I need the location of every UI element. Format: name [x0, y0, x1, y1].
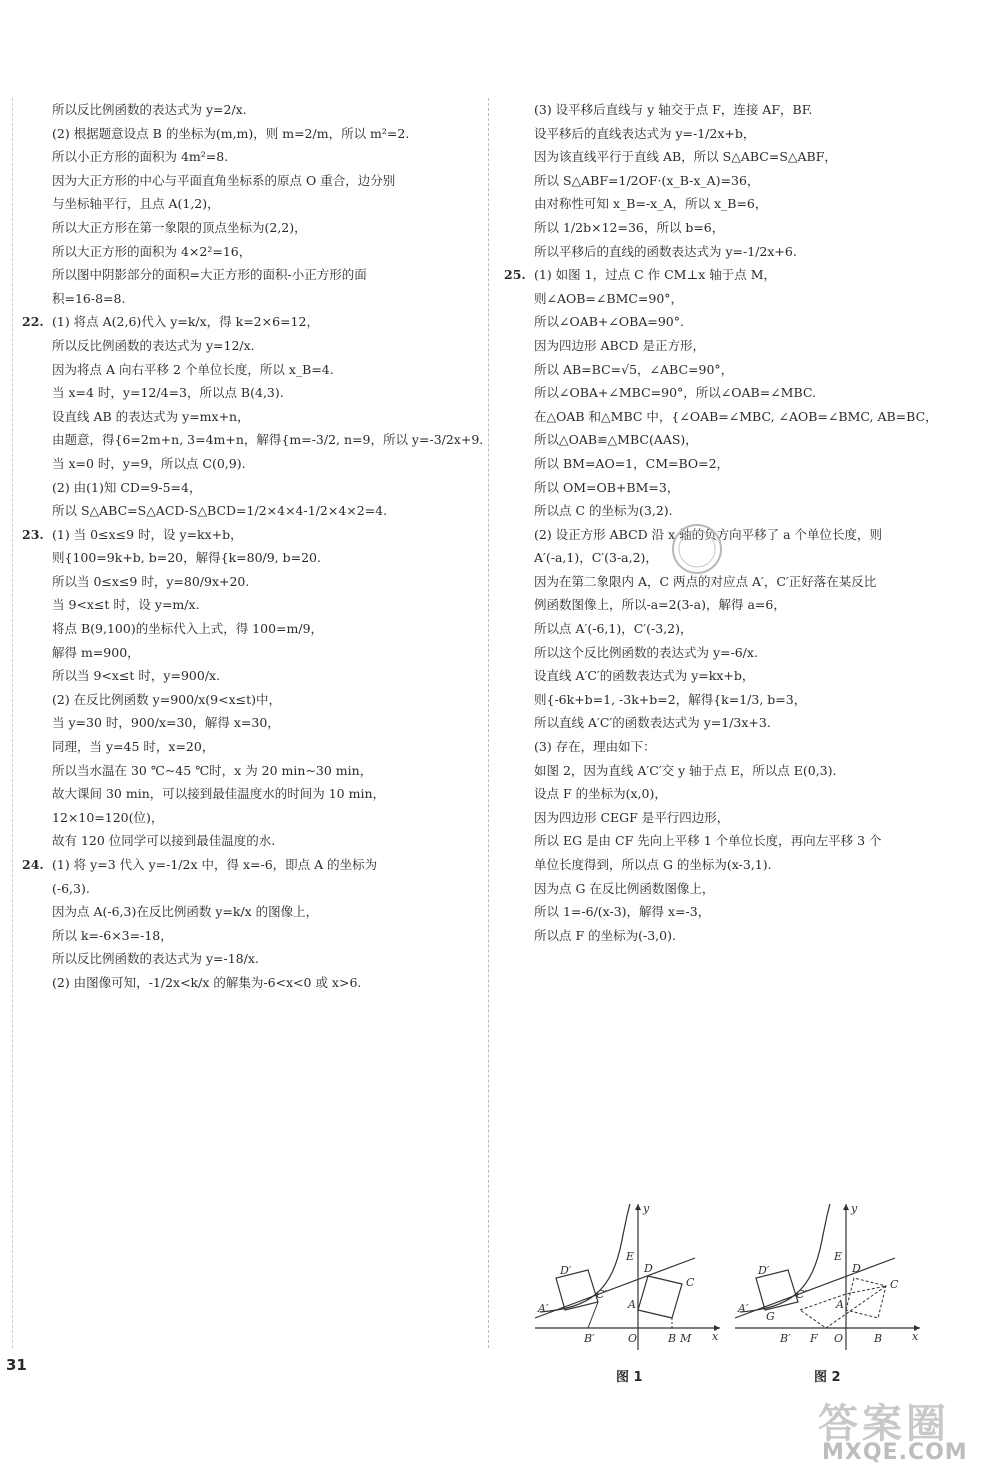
line-text: 所以平移后的直线的函数表达式为 y=-1/2x+6. — [534, 243, 797, 259]
right_column-line — [504, 98, 974, 122]
left_column-line — [22, 310, 482, 334]
left_column-line — [22, 334, 482, 358]
line-text: 设点 F 的坐标为(x,0)， — [534, 786, 667, 802]
left_column-line — [22, 523, 482, 547]
seal-stamp — [668, 520, 726, 578]
line-text: 例函数图像上，所以-a=2(3-a)，解得 a=6， — [534, 597, 786, 613]
figure-2 — [735, 1202, 920, 1350]
svg-text:C: C — [686, 1276, 695, 1289]
svg-text:C′: C′ — [596, 1288, 607, 1301]
right_column-line — [504, 263, 974, 287]
left_column-line — [22, 169, 482, 193]
svg-text:D′: D′ — [758, 1264, 770, 1277]
line-text: 由题意，得{6=2m+n, 3=4m+n，解得{m=-3/2, n=9，所以 y=-3/2x+9. — [52, 432, 484, 448]
right_column-line — [504, 476, 974, 500]
line-text: (3) 设平移后直线与 y 轴交于点 F，连接 AF，BF. — [534, 102, 813, 117]
line-text: 所以 BM=AO=1，CM=BO=2， — [534, 455, 730, 471]
question-number: 23. — [22, 526, 44, 542]
svg-text:A: A — [836, 1298, 844, 1311]
left_column-line — [22, 570, 482, 594]
line-text: 同理，当 y=45 时，x=20， — [52, 739, 215, 755]
line-text: (1) 将 y=3 代入 y=-1/2x 中，得 x=-6，即点 A 的坐标为 — [52, 857, 378, 872]
line-text: 在△OAB 和△MBC 中，{∠OAB=∠MBC, ∠AOB=∠BMC, AB=BC， — [534, 408, 938, 424]
svg-text:A′: A′ — [738, 1302, 749, 1315]
right_column-line — [504, 829, 974, 853]
line-text: 当 x=0 时，y=9，所以点 C(0,9). — [52, 455, 246, 471]
watermark-logo: 答案圈 — [818, 1401, 950, 1447]
right_column-line — [504, 145, 974, 169]
line-text: (3) 存在，理由如下： — [534, 739, 656, 755]
right_column-line — [504, 759, 974, 783]
right_column-line — [504, 169, 974, 193]
line-text: 将点 B(9,100)的坐标代入上式，得 100=m/9， — [52, 621, 324, 637]
svg-text:A′: A′ — [538, 1302, 549, 1315]
line-text: 则{-6k+b=1, -3k+b=2，解得{k=1/3, b=3， — [534, 691, 807, 707]
left_column-line — [22, 98, 482, 122]
right-column — [504, 98, 974, 947]
line-text: 设直线 AB 的表达式为 y=mx+n， — [52, 408, 250, 424]
svg-text:B′: B′ — [584, 1332, 595, 1345]
line-text: 所以当 9<x≤t 时，y=900/x. — [52, 668, 221, 684]
figure-2-caption: 图 2 — [814, 1370, 841, 1385]
right_column-line — [504, 310, 974, 334]
figure-1-caption: 图 1 — [616, 1370, 643, 1385]
left_column-line — [22, 476, 482, 500]
watermark-url: MXQE.COM — [822, 1440, 968, 1465]
line-text: 所以反比例函数的表达式为 y=-18/x. — [52, 951, 259, 967]
line-text: (2) 由图像可知，-1/2x<k/x 的解集为-6<x<0 或 x>6. — [52, 974, 362, 990]
left_column-line — [22, 853, 482, 877]
line-text: 由对称性可知 x_B=-x_A，所以 x_B=6， — [534, 196, 768, 212]
line-text: (2) 由(1)知 CD=9-5=4， — [52, 479, 202, 495]
line-text: 12×10=120(位)， — [52, 809, 164, 825]
line-text: 所以当水温在 30 ℃~45 ℃时，x 为 20 min~30 min， — [52, 762, 373, 778]
svg-text:B: B — [874, 1332, 883, 1345]
line-text: 与坐标轴平行，且点 A(1,2)， — [52, 196, 220, 212]
line-text: (1) 将点 A(2,6)代入 y=k/x，得 k=2×6=12， — [52, 314, 319, 330]
line-text: 所以 S△ABF=1/2OF·(x_B-x_A)=36， — [534, 172, 760, 188]
svg-text:G: G — [766, 1310, 775, 1323]
line-text: 所以 AB=BC=√5，∠ABC=90°， — [534, 361, 734, 377]
line-text: 因为四边形 CEGF 是平行四边形， — [534, 809, 730, 825]
left-column — [22, 98, 482, 995]
right_column-line — [504, 452, 974, 476]
svg-text:M: M — [680, 1332, 692, 1345]
right_column-line — [504, 570, 974, 594]
svg-text:D: D — [644, 1262, 653, 1275]
left_column-line — [22, 358, 482, 382]
figure-1 — [535, 1202, 720, 1350]
line-text: 所以当 0≤x≤9 时，y=80/9x+20. — [52, 573, 250, 589]
line-text: 因为大正方形的中心与平面直角坐标系的原点 O 重合，边分别 — [52, 172, 396, 188]
line-text: 所以反比例函数的表达式为 y=2/x. — [52, 102, 247, 117]
right_column-line — [504, 806, 974, 830]
right_column-line — [504, 735, 974, 759]
line-text: 所以 1=-6/(x-3)，解得 x=-3， — [534, 904, 711, 920]
left_column-line — [22, 711, 482, 735]
left_column-line — [22, 924, 482, 948]
line-text: (2) 根据题意设点 B 的坐标为(m,m)，则 m=2/m，所以 m²=2. — [52, 125, 410, 141]
left_column-line — [22, 829, 482, 853]
right_column-line — [504, 216, 974, 240]
right_column-line — [504, 405, 974, 429]
right_column-line — [504, 782, 974, 806]
left_column-line — [22, 593, 482, 617]
line-text: 因为四边形 ABCD 是正方形， — [534, 337, 705, 353]
line-text: (1) 当 0≤x≤9 时，设 y=kx+b， — [52, 526, 243, 542]
right_column-line — [504, 924, 974, 948]
line-text: 当 x=4 时，y=12/4=3，所以点 B(4,3). — [52, 385, 284, 401]
svg-text:C: C — [890, 1278, 899, 1291]
line-text: 因为在第二象限内 A，C 两点的对应点 A′，C′正好落在某反比 — [534, 573, 877, 589]
left_column-line — [22, 452, 482, 476]
left-margin-rule — [12, 98, 13, 1348]
svg-text:y: y — [851, 1202, 858, 1215]
page-number: 31 — [6, 1356, 27, 1374]
right_column-line — [504, 287, 974, 311]
question-number: 25. — [504, 267, 526, 283]
right_column-line — [504, 593, 974, 617]
right_column-line — [504, 523, 974, 547]
left_column-line — [22, 688, 482, 712]
left_column-line — [22, 617, 482, 641]
line-text: 单位长度得到，所以点 G 的坐标为(x-3,1). — [534, 857, 772, 872]
line-text: 所以 OM=OB+BM=3， — [534, 479, 680, 495]
line-text: 则{100=9k+b, b=20，解得{k=80/9, b=20. — [52, 550, 321, 566]
line-text: 当 9<x≤t 时，设 y=m/x. — [52, 597, 200, 613]
fig1-label-d-prime: D′ — [560, 1264, 572, 1277]
line-text: 所以点 C 的坐标为(3,2). — [534, 503, 673, 519]
figures-area — [530, 1200, 1000, 1360]
line-text: 解得 m=900， — [52, 644, 140, 660]
left_column-line — [22, 192, 482, 216]
right_column-line — [504, 499, 974, 523]
line-text: 所以直线 A′C′的函数表达式为 y=1/3x+3. — [534, 715, 771, 731]
right_column-line — [504, 641, 974, 665]
line-text: 因为将点 A 向右平移 2 个单位长度，所以 x_B=4. — [52, 361, 334, 377]
line-text: 故大课间 30 min，可以接到最佳温度水的时间为 10 min， — [52, 786, 386, 802]
svg-text:C′: C′ — [796, 1288, 807, 1301]
left_column-line — [22, 381, 482, 405]
left_column-line — [22, 263, 482, 287]
right_column-line — [504, 877, 974, 901]
line-text: 则∠AOB=∠BMC=90°， — [534, 290, 684, 306]
line-text: 所以 S△ABC=S△ACD-S△BCD=1/2×4×4-1/2×4×2=4. — [52, 503, 388, 519]
left_column-line — [22, 240, 482, 264]
left_column-line — [22, 641, 482, 665]
left_column-line — [22, 405, 482, 429]
right_column-line — [504, 122, 974, 146]
left_column-line — [22, 546, 482, 570]
left_column-line — [22, 145, 482, 169]
line-text: 所以大正方形的面积为 4×2²=16， — [52, 243, 252, 259]
line-text: A′(-a,1)，C′(3-a,2)， — [534, 550, 658, 566]
right_column-line — [504, 546, 974, 570]
line-text: 所以这个反比例函数的表达式为 y=-6/x. — [534, 644, 758, 660]
svg-text:E: E — [834, 1250, 843, 1263]
line-text: 所以 1/2b×12=36，所以 b=6， — [534, 219, 725, 235]
svg-text:D: D — [852, 1262, 861, 1275]
svg-text:F: F — [810, 1332, 818, 1345]
svg-text:y: y — [643, 1202, 650, 1215]
right_column-line — [504, 688, 974, 712]
line-text: (1) 如图 1，过点 C 作 CM⊥x 轴于点 M， — [534, 267, 777, 283]
line-text: 所以大正方形在第一象限的顶点坐标为(2,2)， — [52, 219, 307, 235]
left_column-line — [22, 759, 482, 783]
right_column-line — [504, 617, 974, 641]
right_column-line — [504, 900, 974, 924]
left_column-line — [22, 971, 482, 995]
line-text: 所以点 A′(-6,1)，C′(-3,2)， — [534, 621, 693, 637]
line-text: (2) 在反比例函数 y=900/x(9<x≤t)中， — [52, 691, 282, 707]
line-text: 设直线 A′C′的函数表达式为 y=kx+b， — [534, 668, 755, 684]
svg-text:B′: B′ — [780, 1332, 791, 1345]
right_column-line — [504, 358, 974, 382]
left_column-line — [22, 664, 482, 688]
svg-text:x: x — [712, 1330, 719, 1343]
left_column-line — [22, 900, 482, 924]
svg-text:O: O — [834, 1332, 844, 1345]
svg-text:O: O — [628, 1332, 638, 1345]
right_column-line — [504, 853, 974, 877]
left_column-line — [22, 287, 482, 311]
line-text: 设平移后的直线表达式为 y=-1/2x+b， — [534, 125, 756, 141]
line-text: 所以 EG 是由 CF 先向上平移 1 个单位长度，再向左平移 3 个 — [534, 833, 882, 849]
question-number: 22. — [22, 314, 44, 330]
line-text: 因为点 A(-6,3)在反比例函数 y=k/x 的图像上， — [52, 904, 319, 920]
svg-text:B: B — [668, 1332, 677, 1345]
svg-text:x: x — [912, 1330, 919, 1343]
question-number: 24. — [22, 857, 44, 872]
line-text: 所以△OAB≌△MBC(AAS)， — [534, 432, 698, 448]
line-text: (2) 设正方形 ABCD 沿 x 轴的负方向平移了 a 个单位长度，则 — [534, 526, 883, 542]
left_column-line — [22, 947, 482, 971]
line-text: 积=16-8=8. — [52, 290, 126, 306]
left_column-line — [22, 428, 482, 452]
right_column-line — [504, 192, 974, 216]
left_column-line — [22, 806, 482, 830]
right_column-line — [504, 664, 974, 688]
svg-text:E: E — [626, 1250, 635, 1263]
column-divider — [488, 98, 489, 1348]
line-text: 因为点 G 在反比例函数图像上， — [534, 880, 715, 896]
right_column-line — [504, 381, 974, 405]
left_column-line — [22, 782, 482, 806]
line-text: 所以∠OAB+∠OBA=90°. — [534, 314, 684, 330]
left_column-line — [22, 216, 482, 240]
left_column-line — [22, 122, 482, 146]
svg-text:A: A — [628, 1298, 636, 1311]
left_column-line — [22, 877, 482, 901]
line-text: 所以∠OBA+∠MBC=90°，所以∠OAB=∠MBC. — [534, 385, 816, 401]
line-text: 故有 120 位同学可以接到最佳温度的水. — [52, 833, 276, 849]
line-text: 所以图中阴影部分的面积=大正方形的面积-小正方形的面 — [52, 267, 367, 283]
line-text: 所以反比例函数的表达式为 y=12/x. — [52, 337, 255, 353]
line-text: (-6,3). — [52, 880, 90, 896]
line-text: 因为该直线平行于直线 AB，所以 S△ABC=S△ABF， — [534, 149, 837, 165]
right_column-line — [504, 334, 974, 358]
left_column-line — [22, 499, 482, 523]
line-text: 所以点 F 的坐标为(-3,0). — [534, 927, 676, 943]
line-text: 如图 2，因为直线 A′C′交 y 轴于点 E，所以点 E(0,3). — [534, 762, 837, 778]
line-text: 所以 k=-6×3=-18， — [52, 927, 173, 943]
right_column-line — [504, 428, 974, 452]
left_column-line — [22, 735, 482, 759]
line-text: 当 y=30 时，900/x=30，解得 x=30， — [52, 715, 280, 731]
right_column-line — [504, 711, 974, 735]
line-text: 所以小正方形的面积为 4m²=8. — [52, 149, 229, 165]
right_column-line — [504, 240, 974, 264]
